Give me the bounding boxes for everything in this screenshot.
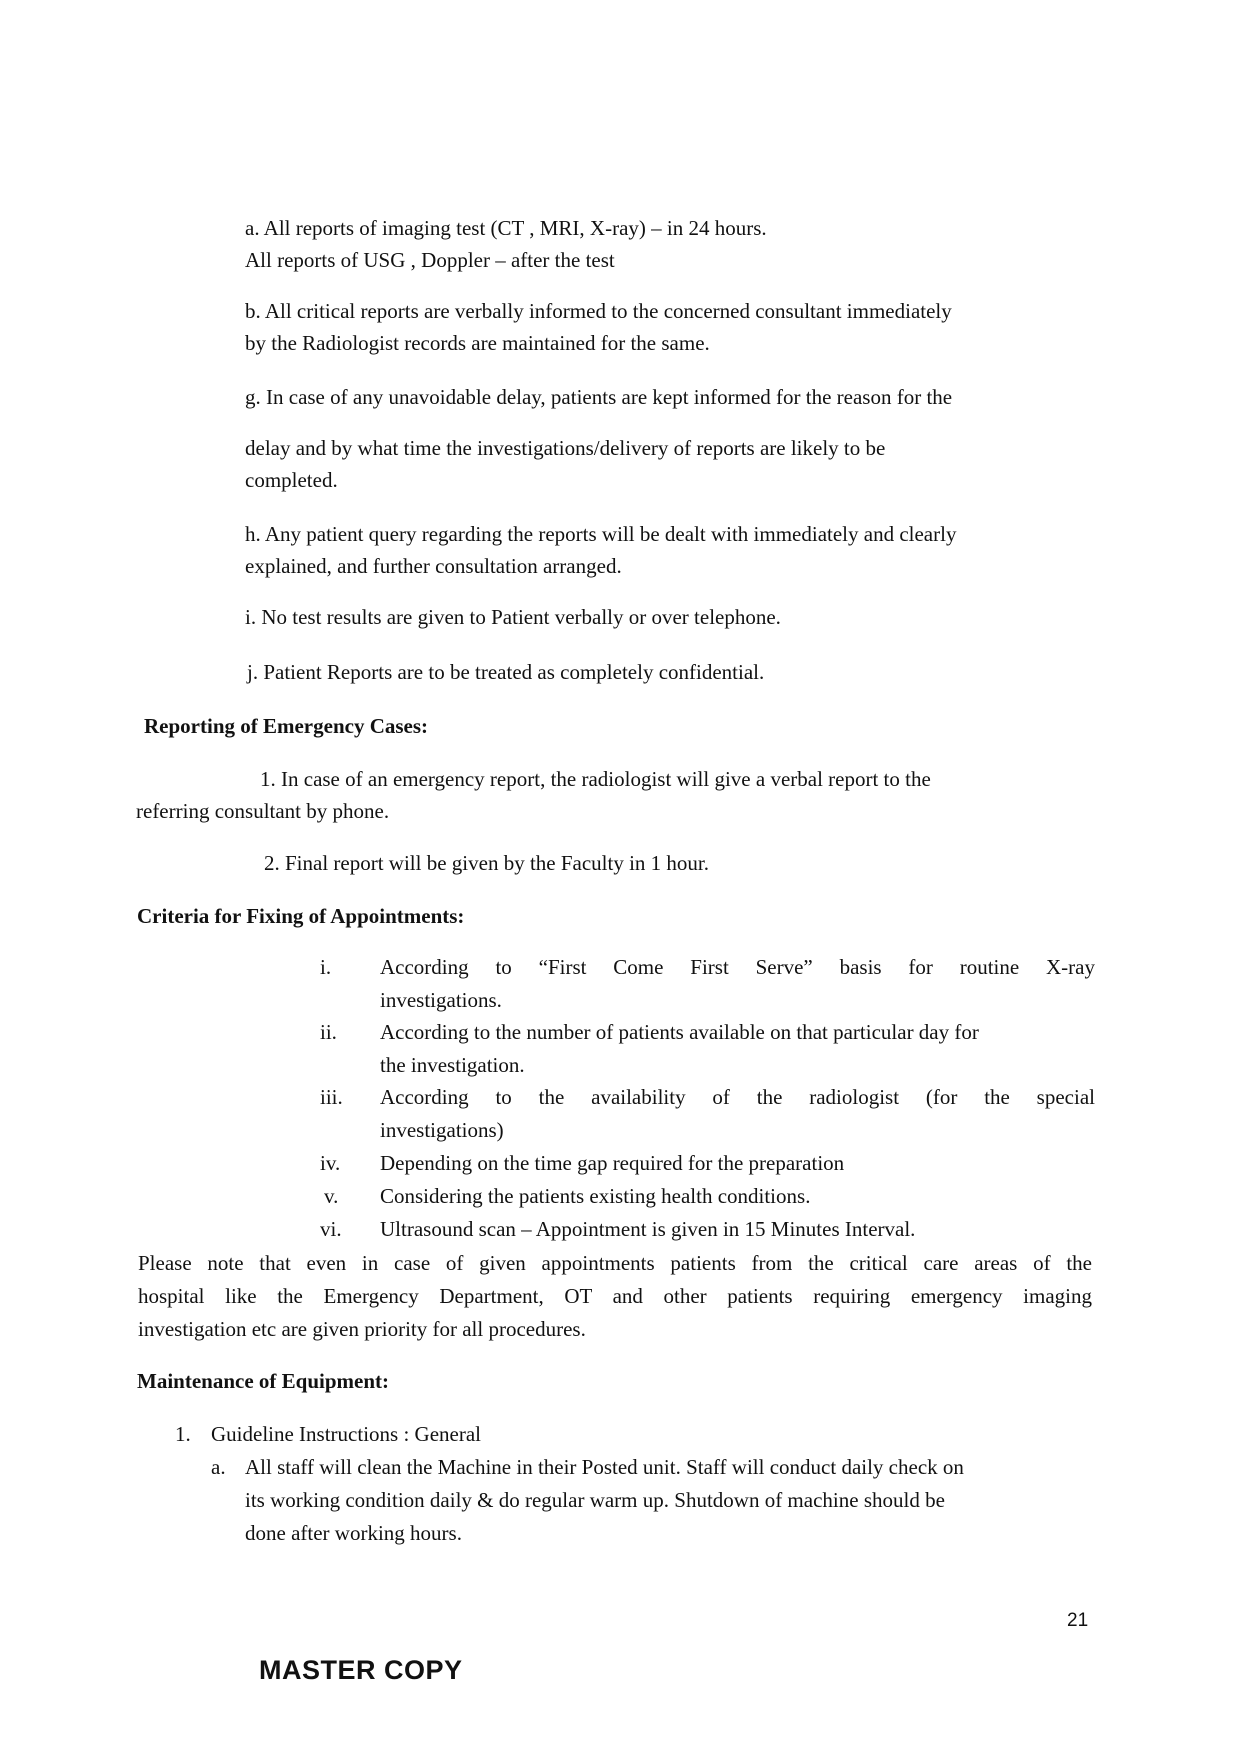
report-item-h-line2: explained, and further consultation arranged.	[245, 554, 622, 578]
page-number: 21	[1067, 1610, 1089, 1631]
list-item-number: vi.	[320, 1217, 342, 1241]
list-item-text: Depending on the time gap required for the preparation	[380, 1151, 845, 1175]
list-item-line: investigations)	[380, 1118, 504, 1142]
list-item-text: Ultrasound scan – Appointment is given in 15 Minutes Interval.	[380, 1217, 916, 1241]
report-item-g-line1: g. In case of any unavoidable delay, patients are kept informed for the reason for the	[245, 385, 953, 409]
maintenance-sub-a-line2: its working condition daily & do regular warm up. Shutdown of machine should be	[245, 1488, 945, 1512]
list-item-text: Considering the patients existing health conditions.	[380, 1184, 811, 1208]
emergency-item-1-line2: referring consultant by phone.	[136, 799, 390, 823]
report-item-h-line1: h. Any patient query regarding the reports will be dealt with immediately and clearly	[245, 522, 957, 546]
report-item-g-line3: completed.	[245, 468, 338, 492]
list-item-line: According to the number of patients available on that particular day for	[380, 1020, 979, 1044]
report-item-i: i. No test results are given to Patient verbally or over telephone.	[245, 605, 781, 629]
note-line: investigation etc are given priority for all procedures.	[138, 1317, 586, 1341]
report-item-g-line2: delay and by what time the investigations/delivery of reports are likely to be	[245, 436, 886, 460]
list-item-number: iv.	[320, 1151, 341, 1175]
maintenance-sub-a-line1: All staff will clean the Machine in their Posted unit. Staff will conduct daily check on	[245, 1455, 964, 1479]
appointments-heading: Criteria for Fixing of Appointments:	[137, 904, 465, 928]
report-item-a-line1: a. All reports of imaging test (CT , MRI, X-ray) – in 24 hours.	[245, 216, 767, 240]
list-item-text	[380, 951, 1095, 1017]
master-copy-stamp: MASTER COPY	[259, 1655, 463, 1685]
emergency-item-1-line1: 1. In case of an emergency report, the radiologist will give a verbal report to the	[260, 767, 931, 791]
list-item-line: According to the availability of the radiologist (for the special	[380, 1085, 1095, 1109]
list-item-number: iii.	[320, 1085, 343, 1109]
maintenance-sub-a-number: a.	[211, 1455, 226, 1479]
list-item-number: ii.	[320, 1020, 337, 1044]
note-line: hospital like the Emergency Department, OT and other patients requiring emergency imaging	[138, 1284, 1092, 1308]
emergency-item-2: 2. Final report will be given by the Faculty in 1 hour.	[264, 851, 710, 875]
list-item-number: i.	[320, 955, 332, 979]
list-item-line: the investigation.	[380, 1053, 525, 1077]
list-item-text	[380, 1016, 1095, 1082]
emergency-heading: Reporting of Emergency Cases:	[144, 714, 429, 738]
maintenance-item-1-text: Guideline Instructions : General	[211, 1422, 482, 1446]
maintenance-heading: Maintenance of Equipment:	[137, 1369, 389, 1393]
list-item-number: v.	[324, 1184, 339, 1208]
list-item-line: investigations.	[380, 988, 502, 1012]
report-item-a-line2: All reports of USG , Doppler – after the test	[245, 248, 615, 272]
list-item-text	[380, 1081, 1095, 1147]
maintenance-sub-a-line3: done after working hours.	[245, 1521, 462, 1545]
list-item-line: According to “First Come First Serve” basis for routine X-ray	[380, 955, 1095, 979]
report-item-j: j. Patient Reports are to be treated as completely confidential.	[247, 660, 765, 684]
note-line: Please note that even in case of given appointments patients from the critical care areas of the	[138, 1251, 1092, 1275]
appointments-note	[138, 1247, 1092, 1346]
report-item-b-line2: by the Radiologist records are maintained for the same.	[245, 331, 710, 355]
maintenance-item-1-number: 1.	[175, 1422, 191, 1446]
report-item-b-line1: b. All critical reports are verbally informed to the concerned consultant immediately	[245, 299, 952, 323]
